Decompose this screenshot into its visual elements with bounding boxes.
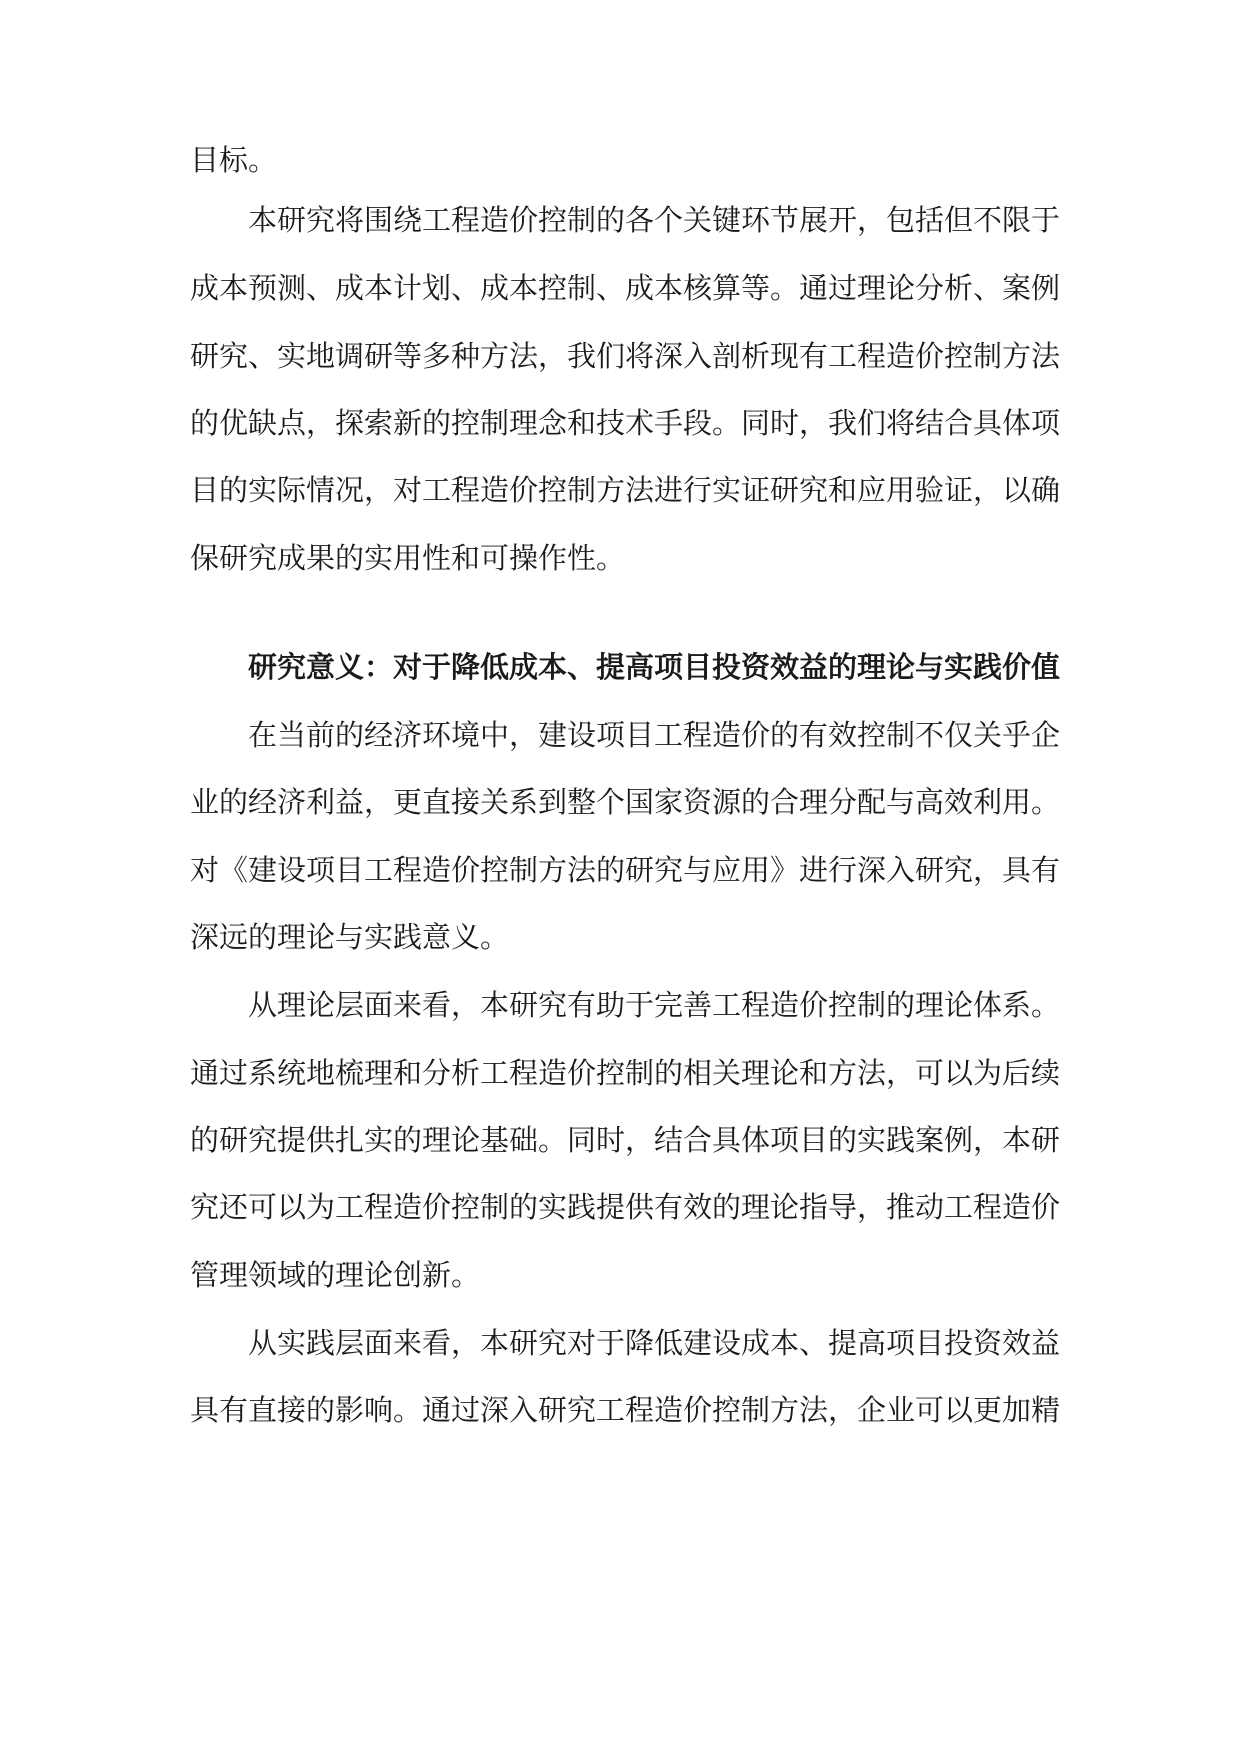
text-line: 在当前的经济环境中，建设项目工程造价的有效控制不仅关乎企: [248, 718, 1061, 752]
text-line: 管理领域的理论创新。: [190, 1258, 481, 1292]
text-line: 的优缺点，探索新的控制理念和技术手段。同时，我们将结合具体项: [190, 406, 1061, 440]
text-line: 的研究提供扎实的理论基础。同时，结合具体项目的实践案例，本研: [190, 1123, 1061, 1157]
text-line: 目标。: [190, 143, 278, 177]
text-line: 从实践层面来看，本研究对于降低建设成本、提高项目投资效益: [248, 1326, 1061, 1360]
text-line: 通过系统地梳理和分析工程造价控制的相关理论和方法，可以为后续: [190, 1056, 1061, 1090]
text-line: 具有直接的影响。通过深入研究工程造价控制方法，企业可以更加精: [190, 1393, 1061, 1427]
text-line: 研究、实地调研等多种方法，我们将深入剖析现有工程造价控制方法: [190, 339, 1061, 373]
text-line: 成本预测、成本计划、成本控制、成本核算等。通过理论分析、案例: [190, 271, 1061, 305]
text-line: 深远的理论与实践意义。: [190, 920, 510, 954]
text-line: 目的实际情况，对工程造价控制方法进行实证研究和应用验证，以确: [190, 473, 1061, 507]
text-line: 业的经济利益，更直接关系到整个国家资源的合理分配与高效利用。: [190, 785, 1061, 819]
text-line: 本研究将围绕工程造价控制的各个关键环节展开，包括但不限于: [248, 203, 1061, 237]
text-line: 从理论层面来看，本研究有助于完善工程造价控制的理论体系。: [248, 988, 1061, 1022]
section-heading: 研究意义：对于降低成本、提高项目投资效益的理论与实践价值: [248, 650, 1061, 684]
text-line: 究还可以为工程造价控制的实践提供有效的理论指导，推动工程造价: [190, 1190, 1061, 1224]
text-line: 保研究成果的实用性和可操作性。: [190, 541, 626, 575]
text-line: 对《建设项目工程造价控制方法的研究与应用》进行深入研究，具有: [190, 853, 1061, 887]
